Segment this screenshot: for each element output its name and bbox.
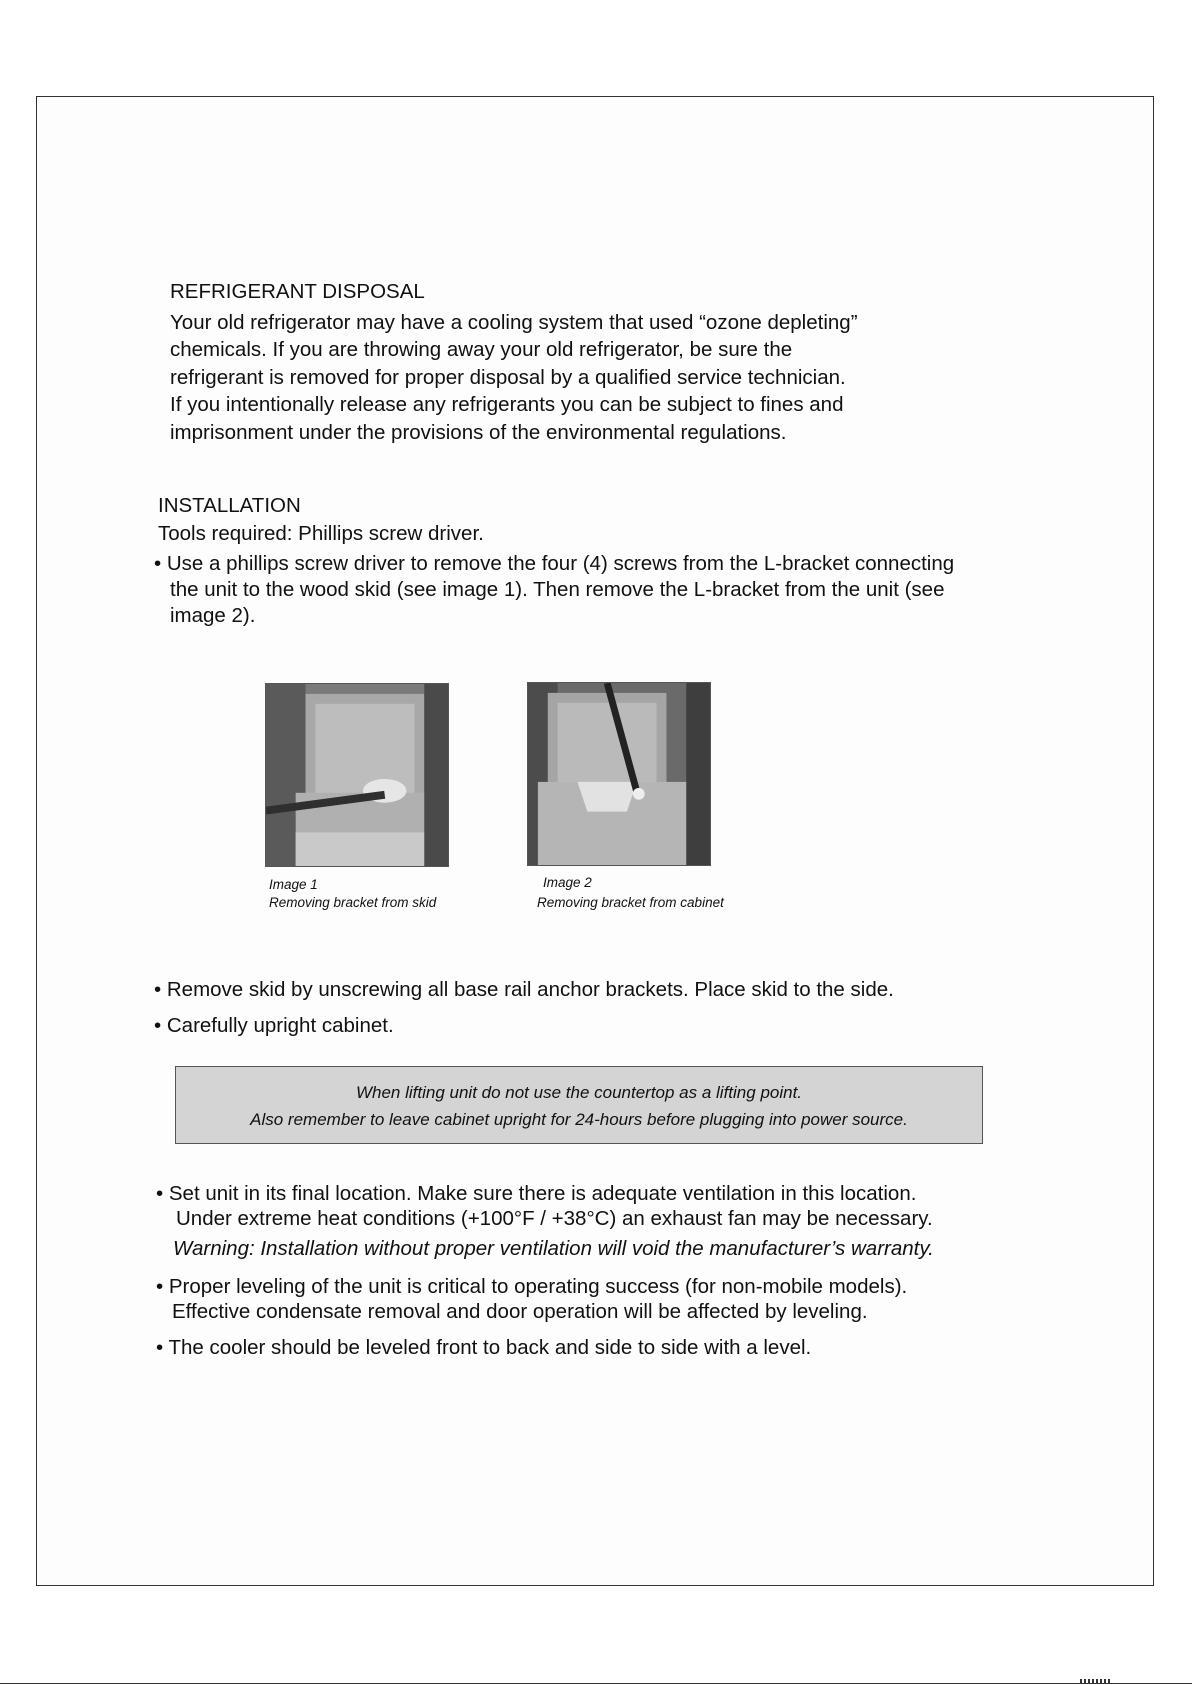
leveling-note: Effective condensate removal and door operation will be affected by leveling. — [172, 1300, 868, 1323]
refrigerant-line: If you intentionally release any refrigerants you can be subject to fines and — [170, 393, 844, 417]
bullet-final-location: • Set unit in its final location. Make sure there is adequate ventilation in this location. — [156, 1182, 917, 1205]
bottom-rule — [0, 1683, 1192, 1684]
refrigerant-line: imprisonment under the provisions of the environmental regulations. — [170, 420, 787, 444]
photo-bracket-cabinet — [527, 682, 711, 866]
bullet-cooler-level: • The cooler should be leveled front to back and side to side with a level. — [156, 1336, 812, 1359]
refrigerant-paragraph — [170, 309, 858, 446]
bullet-remove-screws-line3: image 2). — [170, 604, 256, 627]
corner-mark — [1080, 1679, 1110, 1683]
bullet-remove-screws-line1: • Use a phillips screw driver to remove the four (4) screws from the L-bracket connecting — [154, 552, 955, 575]
callout-line1: When lifting unit do not use the countertop as a lifting point. — [355, 1083, 803, 1102]
image2-label: Image 2 — [543, 875, 592, 890]
callout-line2: Also remember to leave cabinet upright for 24-hours before plugging into power source. — [250, 1110, 908, 1129]
refrigerant-line: Your old refrigerator may have a cooling system that used “ozone depleting” — [170, 311, 858, 334]
refrigerant-line: chemicals. If you are throwing away your old refrigerator, be sure the — [170, 338, 793, 362]
bullet-remove-skid: • Remove skid by unscrewing all base rail anchor brackets. Place skid to the side. — [154, 978, 894, 1001]
bullet-remove-screws-line2: the unit to the wood skid (see image 1). Then remove the L-bracket from the unit (see — [170, 578, 945, 601]
image1-label: Image 1 — [269, 877, 318, 892]
ventilation-warning: Warning: Installation without proper ventilation will void the manufacturer’s warranty. — [173, 1237, 934, 1260]
installation-heading: INSTALLATION — [158, 494, 301, 517]
refrigerant-line: refrigerant is removed for proper disposal by a qualified service technician. — [170, 365, 846, 389]
refrigerant-heading: REFRIGERANT DISPOSAL — [170, 280, 425, 303]
bullet-leveling: • Proper leveling of the unit is critical to operating success (for non-mobile models). — [156, 1275, 908, 1298]
image1-caption: Removing bracket from skid — [269, 895, 437, 910]
bullet-upright-cabinet: • Carefully upright cabinet. — [154, 1014, 394, 1037]
photo-bracket-skid — [265, 683, 449, 867]
lifting-callout — [175, 1066, 983, 1144]
image2-caption: Removing bracket from cabinet — [537, 895, 724, 910]
tools-required: Tools required: Phillips screw driver. — [158, 522, 484, 545]
exhaust-fan-note: Under extreme heat conditions (+100°F / +38°C) an exhaust fan may be necessary. — [176, 1207, 933, 1230]
